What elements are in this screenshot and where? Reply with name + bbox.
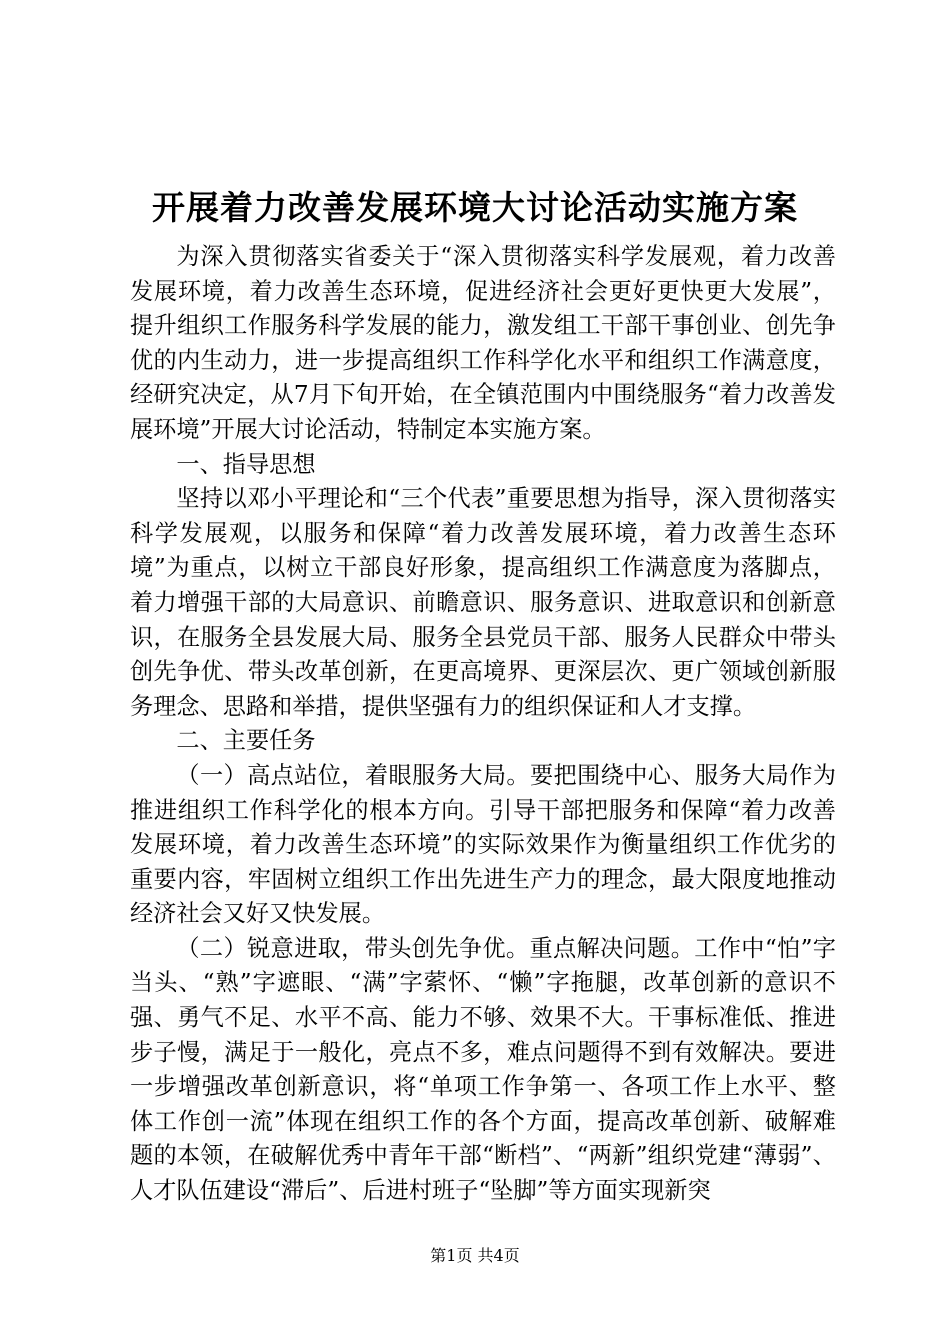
guiding-ideology-paragraph: 坚持以邓小平理论和“三个代表”重要思想为指导，深入贯彻落实科学发展观，以服务和保障“着力改善发展环境，着力改善生态环境”为重点，以树立干部良好形象，提高组织工作满意度为落脚点，着力增强干部的大局意识、前瞻意识、服务意识、进取意识和创新意识，在服务全县发展大局、服务全县党员干部、服务人民群众中带头创先争优、带头改革创新，在更高境界、更深层次、更广领域创新服务理念、思路和举措，提供坚强有力的组织保证和人才支撑。 — [130, 485, 836, 720]
task-two-paragraph: （二）锐意进取，带头创先争优。重点解决问题。工作中“怕”字当头、“熟”字遮眼、“满”字萦怀、“懒”字拖腿，改革创新的意识不强、勇气不足、水平不高、能力不够、效果不大。干事标准低、推进步子慢，满足于一般化，亮点不多，难点问题得不到有效解决。要进一步增强改革创新意识，将“单项工作争第一、各项工作上水平、整体工作创一流”体现在组织工作的各个方面，提高改革创新、破解难题的本领，在破解优秀中青年干部“断档”、“两新”组织党建“薄弱”、人才队伍建设“滞后”、后进村班子“坠脚”等方面实现新突 — [130, 934, 836, 1205]
section-heading-main-tasks: 二、主要任务 — [176, 727, 316, 755]
page-number-footer: 第1页 共4页 — [430, 1246, 520, 1265]
section-heading-guiding-ideology: 一、指导思想 — [176, 450, 316, 478]
document-title: 开展着力改善发展环境大讨论活动实施方案 — [152, 188, 798, 227]
intro-paragraph: 为深入贯彻落实省委关于“深入贯彻落实科学发展观，着力改善发展环境，着力改善生态环境，促进经济社会更好更快更大发展”，提升组织工作服务科学发展的能力，激发组工干部干事创业、创先争优的内生动力，进一步提高组织工作科学化水平和组织工作满意度，经研究决定，从7月下旬开始，在全镇范围内中围绕服务“着力改善发展环境”开展大讨论活动，特制定本实施方案。 — [130, 243, 836, 443]
document-body — [130, 240, 836, 1209]
task-one-paragraph: （一）高点站位，着眼服务大局。要把围绕中心、服务大局作为推进组织工作科学化的根本方向。引导干部把服务和保障“着力改善发展环境，着力改善生态环境”的实际效果作为衡量组织工作优劣的重要内容，牢固树立组织工作出先进生产力的理念，最大限度地推动经济社会又好又快发展。 — [130, 761, 836, 928]
